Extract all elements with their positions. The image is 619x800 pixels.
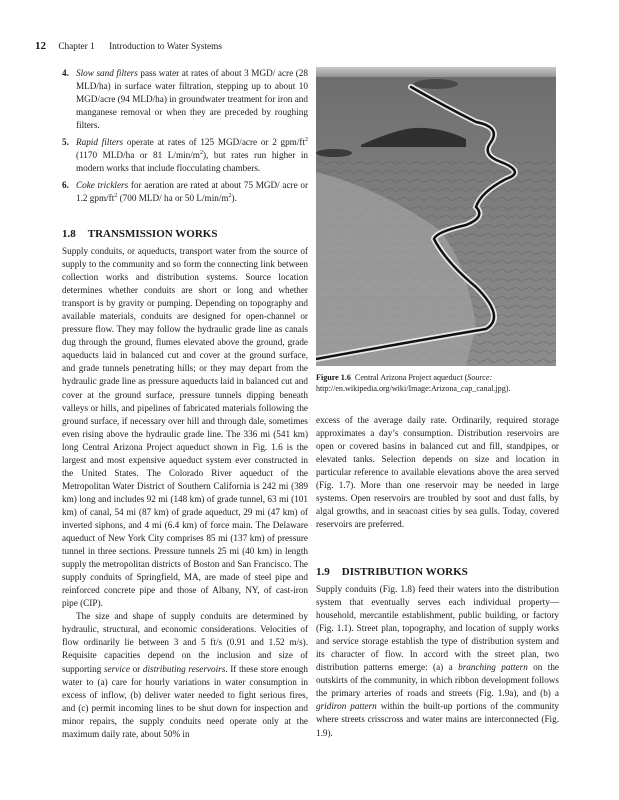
list-item-text: operate at rates of 125 MGD/acre or 2 gpm/ft [123,137,305,148]
paragraph [316,583,559,740]
distant-mountain [414,79,458,89]
list-item-text: (1170 MLD/ha or 81 L/min/m [76,150,200,161]
list-item-text: ). [231,193,237,204]
page-number: 12 [35,40,46,52]
list-item-text: (700 MLD/ ha or 50 L/min/m [117,193,229,204]
chapter-label: Chapter 1 [58,42,95,52]
section-number: 1.8 [62,228,76,240]
small-hill [316,149,352,157]
list-item [62,179,308,205]
list-item [62,136,308,175]
list-item-text: ), but rates run higher in modern works that include flocculating chambers. [76,150,308,174]
text-run: The size and shape of supply conduits are determined by hydraulic, structural, and economic considerations. Velocities of flow ordinarily lie between 3 and 5 ft/s (0.91 and 1.52 m/s). Requisite capacities depend on the inclusion and size of supporting [62,611,308,674]
emphasis: distributing reservoirs [142,663,226,674]
paragraph: Supply conduits, or aqueducts, transport water from the source of supply to the community and so form the connecting link between collection works and distribution systems. Source location determines whether conduits are short or long and whether transport is by gravity or pumping. Depending on topography and available materials, conduits are designed for open-channel or pressure flow. They may follow the hydraulic grade line as canals dug through the ground, flumes elevated above the ground, grade aqueducts laid in balanced cut and cover at the ground surface, and grade tunnels penetrating hills; or they may depart from the hydraulic grade line as pressure aqueducts laid in balanced cut and cover at the ground surface, pressure tunnels dipping beneath valleys or hills, and pipelines of fabricated materials following the ground surface, if necessary over hill and through dale, sometimes even rising above the hydraulic grade line. The 336 mi (541 km) long Central Arizona Project aqueduct shown in Fig. 1.6 is the largest and most expensive aqueduct system ever constructed in the United States. The Colorado River aqueduct of the Metropolitan Water District of Southern California is 242 mi (389 km) long and includes 92 mi (148 km) of grade tunnel, 63 mi (101 km) of canal, 54 mi (87 km) of grade aqueduct, 29 mi (47 km) of inverted siphons, and 4 mi (6.4 km) of force main. The Delaware aqueduct of New York City comprises 85 mi (137 km) of pressure tunnel in three sections. Pressure tunnels 25 mi (40 km) in length supply the metropolitan districts of Boston and San Francisco. The supply conduits of Springfield, MA, are made of steel pipe and reinforced concrete pipe and those of Albany, NY, of cast-iron pipe (CIP). [62,246,308,609]
figure-label: Figure 1.6 [316,373,351,382]
superscript: 2 [228,193,232,200]
chapter-title: Introduction to Water Systems [109,42,223,52]
superscript: 2 [305,137,308,144]
left-column-body [62,245,308,741]
superscript: 2 [199,150,203,157]
right-column-continuation [316,414,559,531]
list-item-number: 5. [62,137,69,148]
emphasis: branching pattern [458,662,528,673]
list-item-number: 6. [62,180,69,191]
list-item-term: Slow sand filters [76,68,138,78]
text-run: or [129,663,143,674]
aerial-photo-illustration [316,67,556,366]
emphasis: gridiron pattern [316,701,377,712]
right-column-body [316,583,559,740]
running-header [35,40,222,52]
caption-source-label: Source: [467,373,493,382]
figure-caption [316,372,566,394]
paragraph [62,610,308,740]
list-item-term: Rapid filters [76,137,124,148]
aqueduct-photo [316,67,556,366]
list-item-number: 4. [62,68,69,78]
list-item-text: for aeration are rated at about 75 MGD/ acre or 1.2 gpm/ft [76,180,309,204]
section-title: DISTRIBUTION WORKS [341,566,468,578]
caption-source-url: http://en.wikipedia.org/wiki/Image:Arizona_cap_canal.jpg). [316,384,511,393]
list-item [62,67,308,132]
emphasis: service [103,663,130,674]
caption-text: Central Arizona Project aqueduct ( [354,373,468,382]
text-run: . If these store enough water to (a) care for hourly variations in water consumption in excess of inflow, (b) deliver water needed to fight serious fires, and (c) permit incoming lines to be shut down for inspection and minor repairs, the supply conduits need operate only at the maximum daily rate, about 50% in [62,663,308,739]
superscript: 2 [114,193,118,200]
paragraph: excess of the average daily rate. Ordinarily, required storage approximates a day’s consumption. Distribution reservoirs are open or covered basins in balanced cut and fill, standpipes, or elevated tanks. Selection depends on size and location in particular reference to available elevations above the area served (Fig. 1.7). More than one reservoir may be needed in large systems. Open reservoirs are troubled by soot and dust falls, by algal growths, and in seacoast cities by sea gulls. Today, covered reservoirs are preferred. [316,415,559,530]
text-run: Supply conduits (Fig. 1.8) feed their waters into the distribution system that eventually serves each individual property—household, mercantile establishment, public building, or factory (Fig. 1.1). Street plan, topography, and location of supply works and service storage establish the type of distribution system and its character of flow. In accord with the street plan, two distribution patterns emerge: (a) a [316,584,559,673]
section-heading-distribution [316,566,468,578]
section-number: 1.9 [316,566,330,578]
list-item-term: Coke tricklers [76,180,129,191]
text-run: on the outskirts of the community, in which ribbon development follows the primary arteries of roads and streets (Fig. 1.9a), and (b) a [316,662,559,699]
list-item-text: pass water at rates of about 3 MGD/ acre (28 MLD/ha) in surface water filtration, stepping up to about 10 MGD/acre (94 MLD/ha) in groundwater treatment for iron and manganese removal or when they are preceded by roughing filters. [76,68,308,131]
section-heading-transmission [62,228,217,240]
filter-rates-list [62,67,308,209]
text-run: within the built-up portions of the community where streets crisscross and water mains are interconnected (Fig. 1.9). [316,701,559,738]
section-title: TRANSMISSION WORKS [87,228,218,240]
